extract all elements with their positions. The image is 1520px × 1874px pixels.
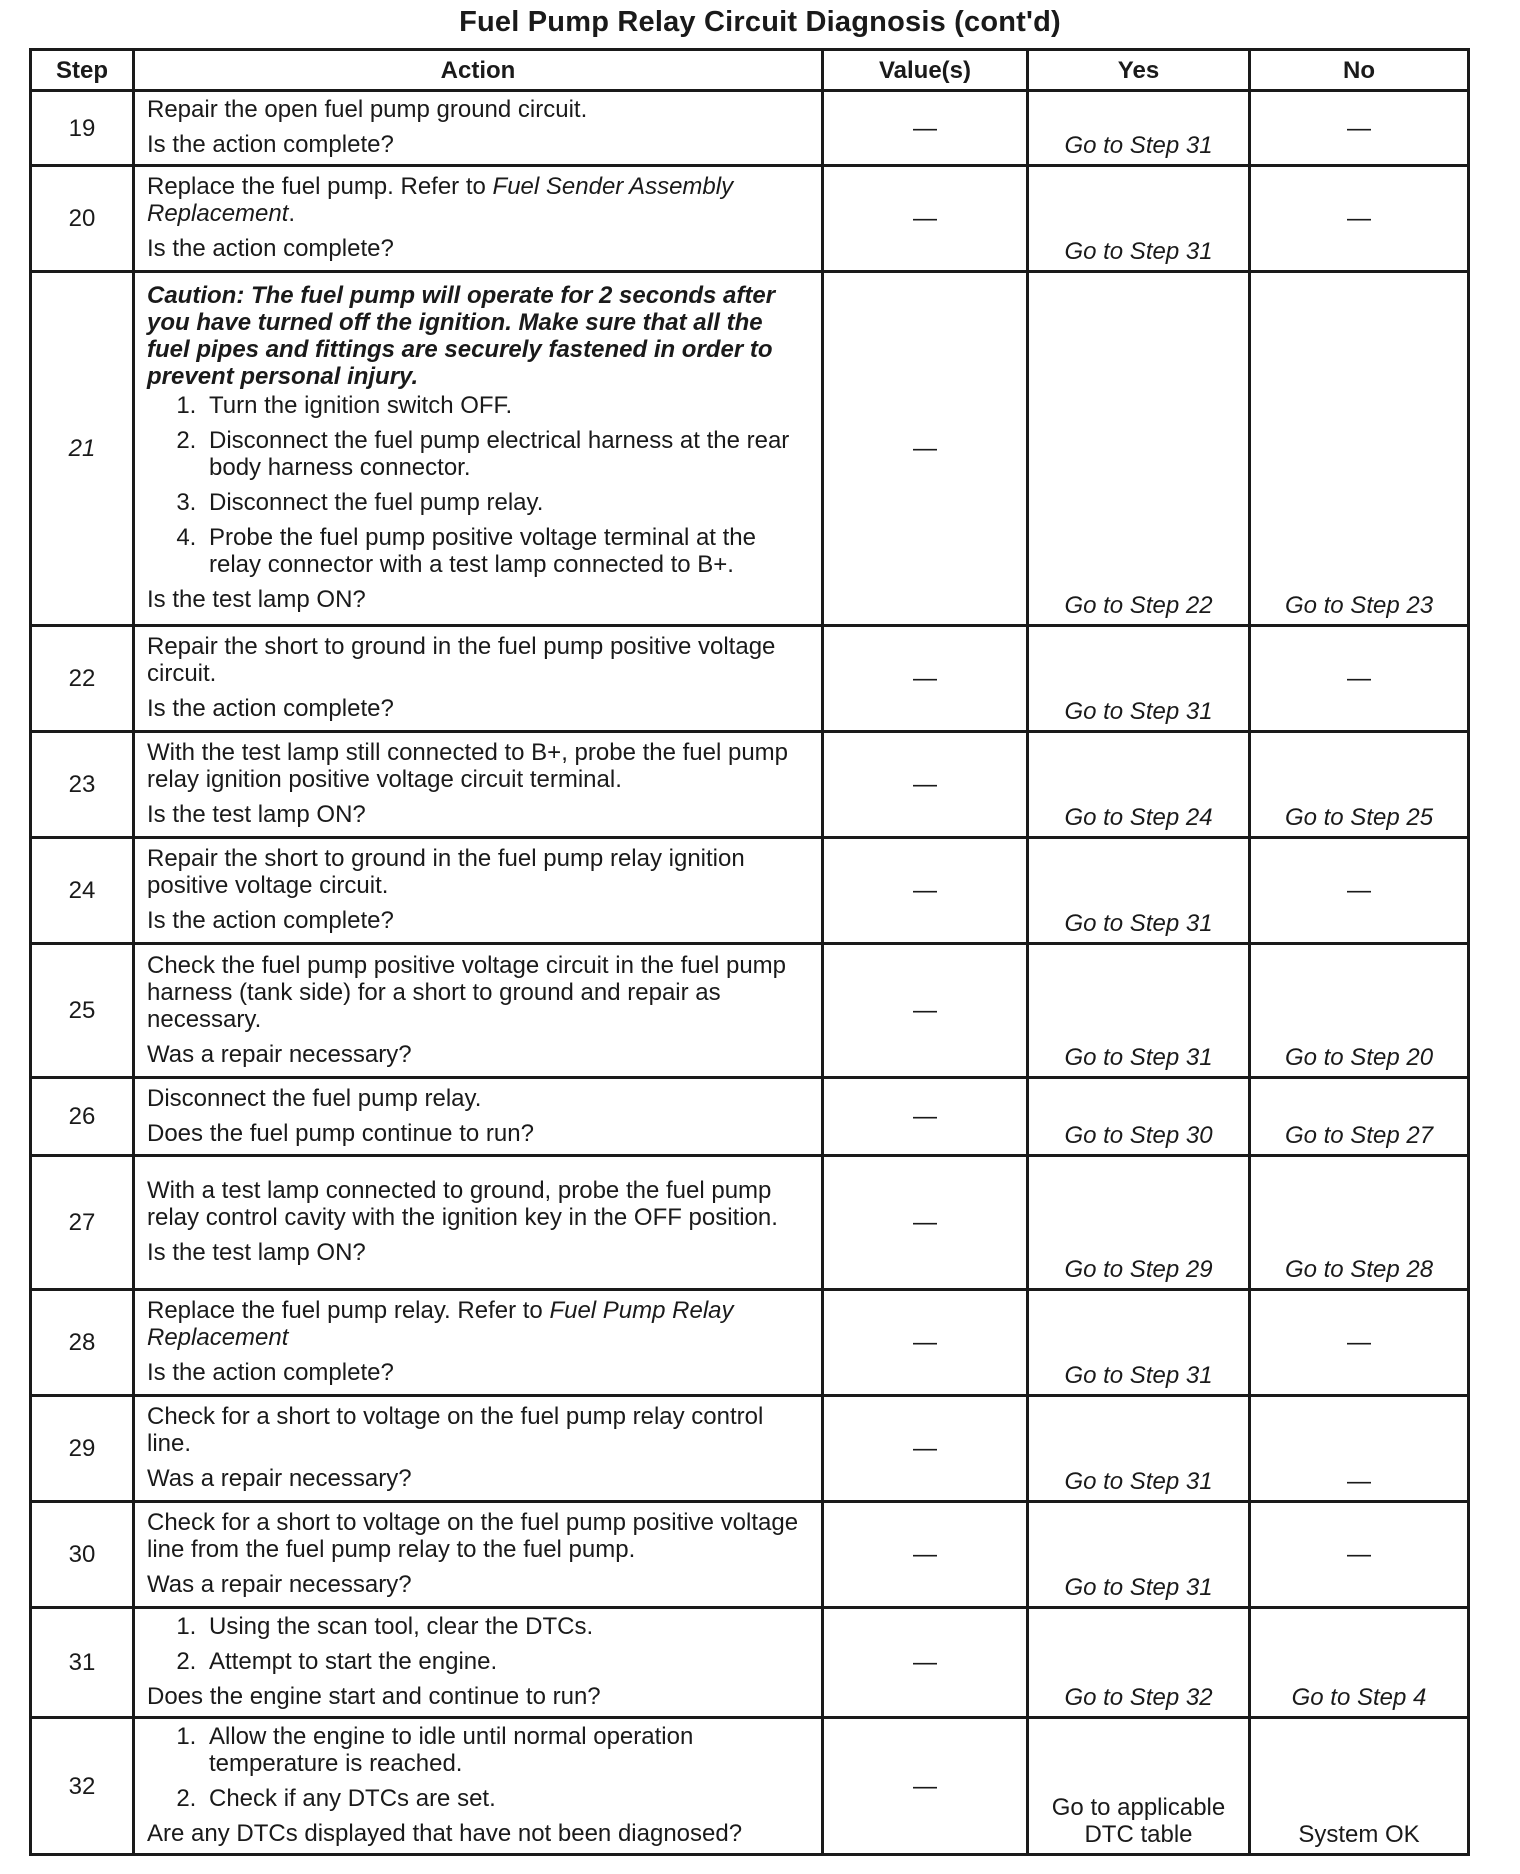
table-row xyxy=(31,944,1469,1078)
action-question: Does the engine start and continue to run? xyxy=(147,1683,601,1710)
value-cell: — xyxy=(823,1156,1028,1290)
no-cell: Go to Step 20 xyxy=(1250,944,1469,1078)
table-body xyxy=(31,91,1469,1855)
action-cell xyxy=(134,1608,823,1718)
action-question: Was a repair necessary? xyxy=(147,1040,412,1068)
action-text xyxy=(147,96,811,123)
value-cell: — xyxy=(823,1502,1028,1608)
action-step-item: 2. Attempt to start the engine. xyxy=(203,1648,811,1675)
yes-cell: Go to Step 31 xyxy=(1028,838,1250,944)
action-text-part: Check the fuel pump positive voltage circuit in the fuel pump harness (tank side) for a short to ground and repair as necessary. xyxy=(147,951,787,1033)
action-step-item: 2. Check if any DTCs are set. xyxy=(203,1785,811,1812)
action-cell xyxy=(134,944,823,1078)
action-text-part: Check for a short to voltage on the fuel pump positive voltage line from the fuel pump relay to the fuel pump. xyxy=(147,1509,799,1563)
action-text xyxy=(147,1509,811,1563)
action-steps-list xyxy=(147,1723,811,1812)
step-number: 31 xyxy=(31,1608,134,1718)
no-cell: — xyxy=(1250,1396,1469,1502)
value-cell: — xyxy=(823,732,1028,838)
yes-cell: Go to Step 32 xyxy=(1028,1608,1250,1718)
action-cell xyxy=(134,1156,823,1290)
action-question: Is the test lamp ON? xyxy=(147,586,366,613)
caution-text: Caution: The fuel pump will operate for 2 seconds after you have turned off the ignition. Make sure that all the fuel pipes and fittings are securely fastened in order to prevent personal injury. xyxy=(147,282,776,390)
action-question: Is the action complete? xyxy=(147,131,394,158)
action-question: Does the fuel pump continue to run? xyxy=(147,1119,534,1147)
no-cell: Go to Step 27 xyxy=(1250,1078,1469,1156)
yes-cell: Go to Step 31 xyxy=(1028,166,1250,272)
step-number: 28 xyxy=(31,1290,134,1396)
no-cell: — xyxy=(1250,166,1469,272)
action-text xyxy=(147,845,811,899)
action-question: Is the test lamp ON? xyxy=(147,801,366,828)
action-text-part: Repair the short to ground in the fuel pump relay ignition positive voltage circuit. xyxy=(147,845,745,899)
action-question: Is the action complete? xyxy=(147,1359,394,1386)
no-cell: — xyxy=(1250,838,1469,944)
table-row xyxy=(31,838,1469,944)
step-number: 24 xyxy=(31,838,134,944)
action-cell xyxy=(134,838,823,944)
no-cell: Go to Step 28 xyxy=(1250,1156,1469,1290)
action-text-part: With the test lamp still connected to B+, probe the fuel pump relay ignition positive voltage circuit terminal. xyxy=(147,739,789,793)
action-step-item: 2. Disconnect the fuel pump electrical harness at the rear body harness connector. xyxy=(203,427,811,481)
action-cell xyxy=(134,1396,823,1502)
table-row xyxy=(31,1156,1469,1290)
diagnosis-table xyxy=(29,48,1470,1856)
yes-cell: Go to applicable DTC table xyxy=(1028,1718,1250,1855)
table-row xyxy=(31,1718,1469,1855)
step-number: 27 xyxy=(31,1156,134,1290)
no-cell: — xyxy=(1250,1290,1469,1396)
table-row xyxy=(31,1078,1469,1156)
value-cell: — xyxy=(823,1718,1028,1855)
header-values: Value(s) xyxy=(823,50,1028,91)
action-cell xyxy=(134,1718,823,1855)
yes-cell: Go to Step 29 xyxy=(1028,1156,1250,1290)
table-row xyxy=(31,732,1469,838)
action-step-item: 1. Allow the engine to idle until normal operation temperature is reached. xyxy=(203,1723,811,1777)
action-cell xyxy=(134,626,823,732)
value-cell: — xyxy=(823,944,1028,1078)
table-row xyxy=(31,1396,1469,1502)
action-text xyxy=(147,1085,811,1112)
yes-cell: Go to Step 24 xyxy=(1028,732,1250,838)
value-cell: — xyxy=(823,1078,1028,1156)
yes-cell: Go to Step 30 xyxy=(1028,1078,1250,1156)
action-text xyxy=(147,1403,811,1457)
table-row xyxy=(31,166,1469,272)
yes-cell: Go to Step 22 xyxy=(1028,272,1250,626)
step-number: 21 xyxy=(31,272,134,626)
action-cell xyxy=(134,732,823,838)
step-number: 29 xyxy=(31,1396,134,1502)
action-step-item: 3. Disconnect the fuel pump relay. xyxy=(203,489,811,516)
page-title: Fuel Pump Relay Circuit Diagnosis (cont'd) xyxy=(459,6,1061,38)
table-row xyxy=(31,626,1469,732)
yes-cell: Go to Step 31 xyxy=(1028,944,1250,1078)
action-step-item: 1. Turn the ignition switch OFF. xyxy=(203,392,811,419)
action-cell xyxy=(134,272,823,626)
table-row xyxy=(31,1502,1469,1608)
action-text-part: With a test lamp connected to ground, probe the fuel pump relay control cavity with the ignition key in the OFF position. xyxy=(147,1177,778,1231)
action-question: Was a repair necessary? xyxy=(147,1571,412,1598)
header-step: Step xyxy=(31,50,134,91)
header-yes: Yes xyxy=(1028,50,1250,91)
step-number: 23 xyxy=(31,732,134,838)
action-text-part: Repair the open fuel pump ground circuit. xyxy=(147,96,588,123)
action-text xyxy=(147,1177,811,1231)
action-question: Are any DTCs displayed that have not been diagnosed? xyxy=(147,1820,743,1847)
action-text-part: . xyxy=(288,200,296,227)
action-question: Is the action complete? xyxy=(147,235,394,262)
value-cell: — xyxy=(823,1608,1028,1718)
action-cell xyxy=(134,91,823,166)
no-cell: — xyxy=(1250,91,1469,166)
no-cell: Go to Step 4 xyxy=(1250,1608,1469,1718)
step-number: 19 xyxy=(31,91,134,166)
step-number: 22 xyxy=(31,626,134,732)
value-cell: — xyxy=(823,838,1028,944)
no-cell: — xyxy=(1250,626,1469,732)
action-text xyxy=(147,173,811,227)
table-row xyxy=(31,272,1469,626)
yes-cell: Go to Step 31 xyxy=(1028,1502,1250,1608)
action-text xyxy=(147,952,811,1033)
yes-cell: Go to Step 31 xyxy=(1028,626,1250,732)
table-row xyxy=(31,91,1469,166)
no-cell: — xyxy=(1250,1502,1469,1608)
action-cell xyxy=(134,166,823,272)
step-number: 32 xyxy=(31,1718,134,1855)
table-row xyxy=(31,1290,1469,1396)
value-cell: — xyxy=(823,91,1028,166)
action-text-part: Replace the fuel pump relay. Refer to xyxy=(147,1297,550,1324)
reference-link: Fuel Sender Assembly Replacement xyxy=(147,173,734,227)
action-text-part: Repair the short to ground in the fuel pump positive voltage circuit. xyxy=(147,633,776,687)
table-header-row xyxy=(31,50,1469,91)
action-text xyxy=(147,633,811,687)
reference-link: Fuel Pump Relay Replacement xyxy=(147,1297,734,1351)
no-cell: Go to Step 23 xyxy=(1250,272,1469,626)
yes-cell: Go to Step 31 xyxy=(1028,91,1250,166)
action-text-part: Replace the fuel pump. Refer to xyxy=(147,173,493,200)
no-cell: Go to Step 25 xyxy=(1250,732,1469,838)
value-cell: — xyxy=(823,626,1028,732)
action-text xyxy=(147,1297,811,1351)
action-question: Is the test lamp ON? xyxy=(147,1239,366,1266)
yes-cell: Go to Step 31 xyxy=(1028,1396,1250,1502)
value-cell: — xyxy=(823,1290,1028,1396)
step-number: 30 xyxy=(31,1502,134,1608)
action-text-part: Check for a short to voltage on the fuel pump relay control line. xyxy=(147,1403,764,1457)
action-question: Was a repair necessary? xyxy=(147,1465,412,1492)
step-number: 26 xyxy=(31,1078,134,1156)
step-number: 20 xyxy=(31,166,134,272)
header-action: Action xyxy=(134,50,823,91)
action-step-item: 4. Probe the fuel pump positive voltage terminal at the relay connector with a test lamp connected to B+. xyxy=(203,524,811,578)
action-cell xyxy=(134,1078,823,1156)
action-steps-list xyxy=(147,1613,811,1675)
action-text-part: Disconnect the fuel pump relay. xyxy=(147,1084,482,1112)
header-no: No xyxy=(1250,50,1469,91)
yes-cell: Go to Step 31 xyxy=(1028,1290,1250,1396)
table-row xyxy=(31,1608,1469,1718)
action-steps-list xyxy=(147,392,811,578)
action-cell xyxy=(134,1290,823,1396)
action-question: Is the action complete? xyxy=(147,695,394,722)
action-text xyxy=(147,739,811,793)
value-cell: — xyxy=(823,272,1028,626)
action-question: Is the action complete? xyxy=(147,907,394,934)
value-cell: — xyxy=(823,166,1028,272)
action-step-item: 1. Using the scan tool, clear the DTCs. xyxy=(203,1613,811,1640)
step-number: 25 xyxy=(31,944,134,1078)
no-cell: System OK xyxy=(1250,1718,1469,1855)
value-cell: — xyxy=(823,1396,1028,1502)
action-cell xyxy=(134,1502,823,1608)
